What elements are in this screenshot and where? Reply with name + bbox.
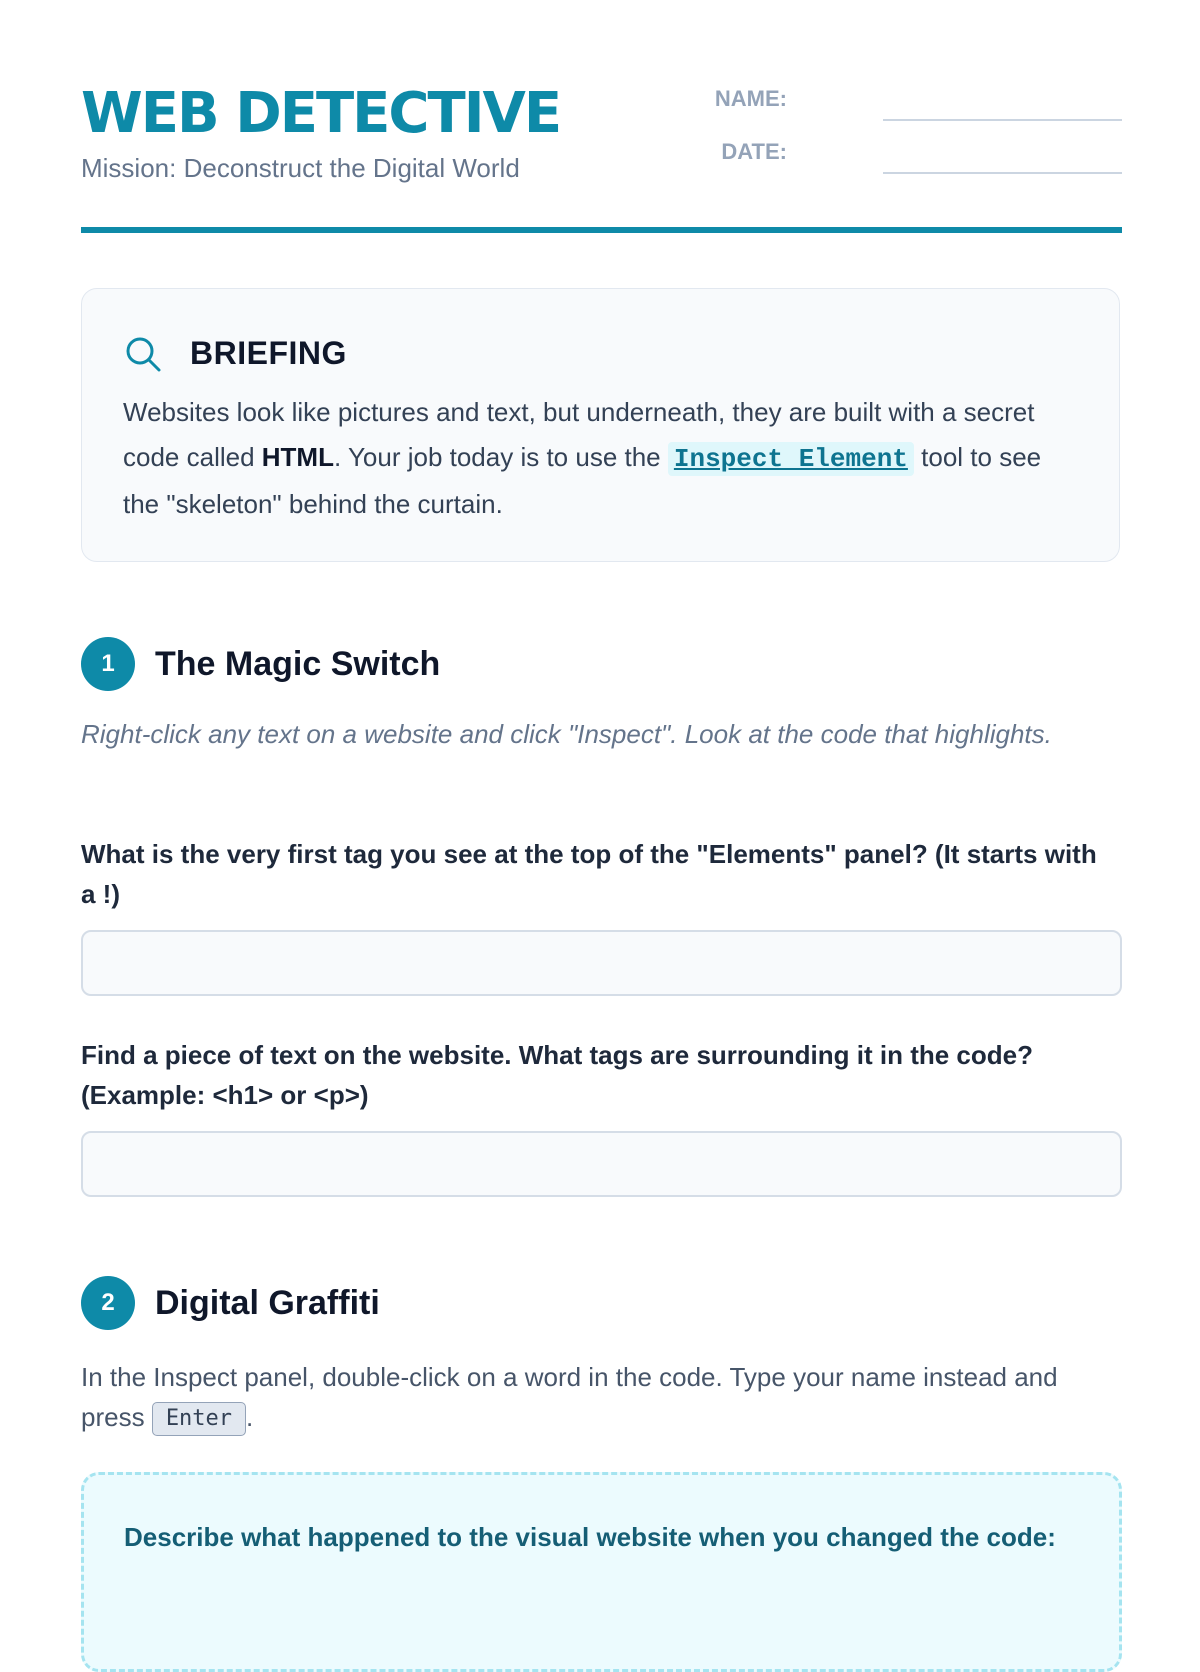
briefing-text-part: tool to see the "skeleton" behind the curtain. [123,442,1042,519]
describe-prompt: Describe what happened to the visual website when you changed the code: [124,1522,1056,1552]
section-2-instruction [81,1357,1111,1437]
describe-answer-box[interactable] [81,1472,1122,1672]
section-2-badge: 2 [81,1276,135,1330]
briefing-text-part: Websites look like pictures and text, but underneath, they are built with a secret code called [123,397,1035,472]
section-1-title: The Magic Switch [155,645,441,683]
name-field[interactable] [691,82,1122,122]
worksheet-page [81,0,1122,1552]
worksheet-header [81,0,1122,234]
briefing-card [81,288,1120,562]
briefing-title: BRIEFING [190,335,347,371]
date-line[interactable] [883,172,1122,174]
worksheet-subtitle: Mission: Deconstruct the Digital World [81,153,520,183]
section-1-badge: 1 [81,637,135,691]
briefing-html-term: HTML [261,442,334,472]
briefing-text [123,390,1063,527]
inspect-element-link[interactable]: Inspect Element [668,442,914,476]
header-divider [81,227,1122,233]
magnifying-glass-icon [124,335,162,373]
section-1-instruction: Right-click any text on a website and click "Inspect". Look at the code that highlights. [81,719,1052,749]
worksheet-title: WEB DETECTIVE [81,81,561,146]
date-label: DATE: [721,139,787,164]
answer-2-input[interactable] [81,1131,1122,1197]
question-2: Find a piece of text on the website. What tags are surrounding it in the code? (Example: <h1> or <p>) [81,1040,1033,1110]
date-field[interactable] [691,135,1122,175]
section-2-title: Digital Graffiti [155,1284,380,1322]
name-line[interactable] [883,119,1122,121]
question-1: What is the very first tag you see at the top of the "Elements" panel? (It starts with a !) [81,839,1097,909]
section-2-instruction-text: In the Inspect panel, double-click on a word in the code. Type your name instead and press [81,1362,1058,1432]
section-2-instruction-end: . [246,1402,254,1432]
name-label: NAME: [714,86,787,111]
enter-key: Enter [152,1402,246,1436]
briefing-text-part: . Your job today is to use the [333,442,668,472]
answer-1-input[interactable] [81,930,1122,996]
